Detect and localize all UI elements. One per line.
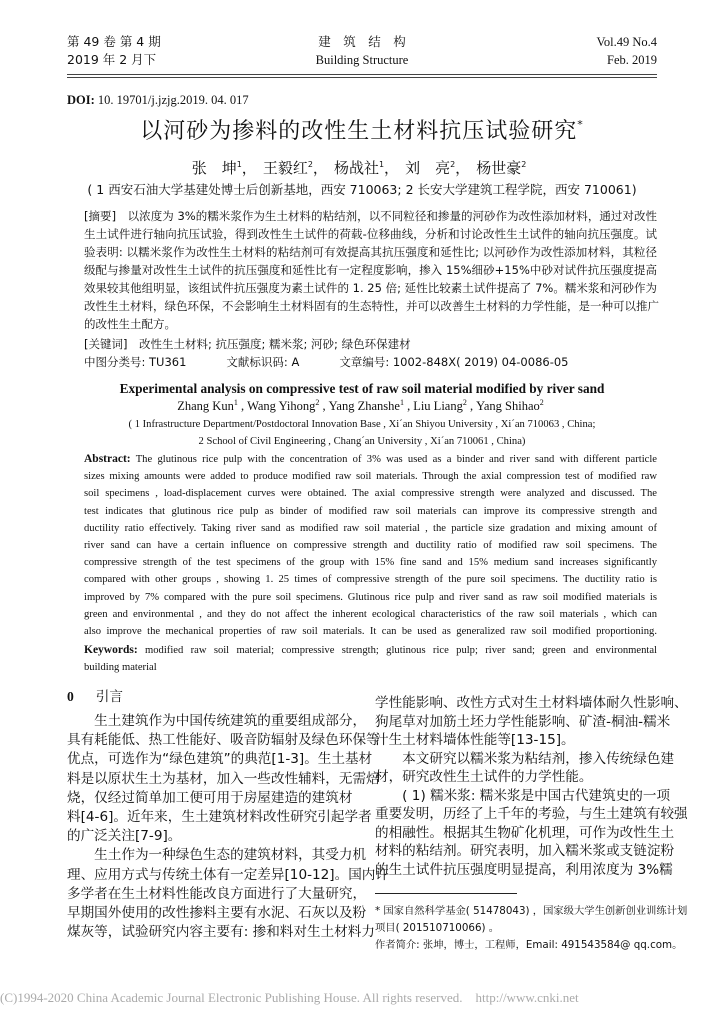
text-line: also improve the mechanical properties of raw soil materials. It can be used as generalized raw soil modified proportioning. [84, 626, 657, 638]
text-line: green and environmental , and they do not affect the inherent ecological characteristics of the raw soil materials , which can [84, 608, 657, 620]
author-separator: ， [312, 159, 328, 177]
author-name: 王毅红 [262, 159, 308, 177]
text-line: 烧，仅经过简单加工便可用于房屋建造的建筑材 [67, 789, 353, 806]
text-line: 材，研究改性生土试件的力学性能。 [375, 769, 593, 785]
header-rule [67, 74, 657, 75]
doi [67, 93, 249, 108]
watermark: (C)1994-2020 China Academic Journal Electronic Publishing House. All rights reserved. http://www.cnki.net [0, 990, 579, 1005]
author-name: Zhang Kun [177, 399, 234, 413]
text-line: 验表明: 以糯米浆作为改性生土材料的粘结剂可有效提高其抗压强度和延性比; 以河砂作为改性添加材料，其粒径 [84, 245, 657, 259]
author-separator: , [319, 399, 326, 413]
text-line: 的相融性。根据其生物矿化机理，可作为改性生土 [375, 824, 675, 841]
doi-label: DOI: [67, 93, 95, 107]
author-affiliation-mark: 2 [315, 397, 320, 407]
author-separator: , [237, 399, 245, 413]
author-separator: ， [384, 159, 400, 177]
author-separator: , [466, 399, 474, 413]
text-line: 具有耗能低、热工性能好、吸音防辐射及绿色环保等 [67, 732, 380, 749]
text-line: compressive strength of the test specimens of the group with 15% fine sand and 15% medium sand increases significantly [84, 557, 657, 569]
text-line: 重要发明，历经了上千年的考验，与生土建筑有较强 [375, 806, 688, 822]
author [405, 159, 476, 177]
author [476, 159, 532, 177]
text-line: * 国家自然科学基金( 51478043) ，国家级大学生创新创业训练计划 [375, 905, 688, 917]
author [329, 399, 414, 413]
author-name: Wang Yihong [247, 399, 316, 413]
abstract-en [84, 451, 657, 640]
author-name: 杨世豪 [476, 159, 522, 177]
text-line: 多学者在生土材料性能改良方面进行了大量研究， [67, 885, 367, 902]
text-line: 材料的粘结剂。研究表明，加入糯米浆或支链淀粉 [375, 843, 675, 859]
authors-en [0, 398, 724, 415]
title-footnote-mark: * [577, 118, 584, 131]
title-text: 以河砂为掺料的改性生土材料抗压试验研究 [140, 119, 578, 144]
text-line: 级配与掺量对改性生土试件的抗压强度和延性比有一定程度影响，掺入 15%细砂+15%中砂对试件抗压强度提高 [84, 263, 657, 277]
author-separator: , [403, 399, 411, 413]
journal-name [262, 33, 462, 69]
left-column [67, 712, 389, 942]
affiliation-en-1: ( 1 Infrastructure Department/Postdoctoral Innovation Base , Xi´an Shiyou University , Xi´an 710063 , China; [128, 419, 596, 430]
author-name: 张 坤 [191, 159, 237, 177]
text-line: 学性能影响、改性方式对生土材料墙体耐久性影响、 [375, 695, 688, 711]
journal-issue-en [596, 33, 657, 69]
author-name: 刘 亮 [405, 159, 451, 177]
text-line: ductility ratio effectively. Taking river sand as modified raw soil material , the particle size gradation and mixing amount of [84, 522, 657, 534]
author-name: 杨战社 [333, 159, 379, 177]
classification-number: 中图分类号: TU361 [84, 355, 187, 369]
abstract-en-label: Abstract: [84, 453, 131, 465]
author-affiliation-mark: 1 [378, 160, 385, 169]
author-affiliation-mark: 1 [233, 397, 238, 407]
text-line: [摘要] 以浓度为 3%的糯米浆作为生土材料的粘结剂，以不同粒径和掺量的河砂作为改性添加材料，通过对改性 [84, 209, 657, 223]
author-name: Yang Zhanshe [328, 399, 400, 413]
text-line: ( 1) 糯米浆: 糯米浆是中国古代建筑史的一项 [375, 787, 671, 804]
author-affiliation-mark: 2 [462, 397, 467, 407]
keywords-en-text-cont: building material [84, 662, 157, 674]
author-name: Yang Shihao [476, 399, 540, 413]
journal-name-en: Building Structure [315, 53, 409, 67]
author-affiliation-mark: 2 [521, 160, 527, 169]
text-line: 生土建筑作为中国传统建筑的重要组成部分， [67, 713, 367, 729]
issue-date: 2019 年 2 月下 [67, 52, 157, 67]
header-rule [67, 77, 657, 78]
text-line: 理、应用方式与传统土体有一定差异[10-12]。国内许 [67, 866, 389, 883]
text-line: 狗尾草对加筋土坯力学性能影响、矿渣-桐油-糯米 [375, 713, 671, 730]
author-affiliation-mark: 1 [236, 160, 242, 169]
text-line: 项目( 201510710066) 。 [375, 922, 500, 934]
affiliation-cn: ( 1 西安石油大学基建处博士后创新基地，西安 710063; 2 长安大学建筑工程学院，西安 710061) [87, 182, 637, 197]
text-line [84, 451, 657, 468]
author [263, 159, 334, 177]
author [334, 159, 405, 177]
text-line: 生土作为一种绿色生态的建筑材料，其受力机 [67, 847, 367, 864]
keywords-en-text: modified raw soil material; compressive strength; glutinous rice pulp; river sand; green and environmental [137, 645, 657, 656]
section-number: 0 [67, 689, 74, 704]
authors-cn [0, 158, 724, 178]
section-title: 引言 [95, 689, 123, 705]
text-line: 作者简介: 张坤，博士，工程师，Email: 491543584@ qq.com。 [375, 939, 683, 951]
text-line: 汁生土材料墙体性能等[13-15]。 [375, 732, 575, 748]
abstract-cn [84, 207, 657, 333]
author-affiliation-mark: 2 [450, 160, 456, 169]
text-line: 料是以原状生土为基材，加入一些改性辅料，无需焙 [67, 770, 380, 787]
text-line: 生土试件进行轴向抗压试验，得到改性生土试件的荷载-位移曲线，分析和讨论改性生土试件的轴向抗压强度。试 [84, 227, 657, 241]
doi-value: 10. 19701/j.jzjg.2019. 04. 017 [94, 93, 249, 107]
classification-row [84, 354, 569, 370]
author [476, 399, 547, 413]
author-separator: ， [455, 159, 471, 177]
text-line: river sand can have a certain influence on compressive strength and ductility ratio of modified raw soil specimens. The [84, 540, 657, 552]
text-line: 料[4-6]。近年来，生土建筑材料改性研究引起学者 [67, 809, 372, 826]
date-en: Feb. 2019 [607, 53, 657, 67]
abstract-en-text: The glutinous rice pulp with the concentration of 3% was used as a binder and river sand with different particle [130, 454, 657, 465]
author [177, 399, 247, 413]
author-affiliation-mark: 1 [399, 397, 404, 407]
author-affiliation-mark: 2 [539, 397, 544, 407]
text-line: compared with other groups , showing 1. 25 times of compressive strength of the pure soil specimens. The ductility ratio is [84, 574, 657, 586]
text-line: 煤灰等，试验研究内容主要有: 掺和料对生土材料力 [67, 924, 375, 941]
keywords-cn: [关键词] 改性生土材料; 抗压强度; 糯米浆; 河砂; 绿色环保建材 [84, 337, 411, 351]
journal-name-cn: 建 筑 结 构 [318, 34, 406, 49]
title-en: Experimental analysis on compressive test of raw soil material modified by river sand [119, 381, 605, 396]
keywords-en [84, 642, 657, 676]
journal-issue [67, 33, 161, 69]
text-line: 早期国外使用的改性掺料主要有水泥、石灰以及粉 [67, 905, 367, 922]
author [247, 399, 329, 413]
author-name: Liu Liang [413, 399, 463, 413]
author-separator: ， [241, 159, 257, 177]
footnote [375, 903, 688, 954]
text-line: 改性生土材料，绿色环保，不会影响生土材料固有的生态特性，并可以改善生土材料的力学性能，是一种可以推广 [84, 299, 659, 313]
footnote-rule [375, 893, 517, 894]
author [192, 159, 263, 177]
text-line: test indicates that glutinous rice pulp as binder of modified raw soil materials can improve its compressive strength and [84, 505, 657, 517]
text-line: improved by 7% compared with the pure soil specimens. Glutinous rice pulp and river sand as raw soil modified materials is [84, 591, 657, 603]
section-heading [67, 688, 123, 706]
text-line: soil specimens , load-displacement curves were obtained. The axial compressive strength were analyzed and discussed. The [84, 488, 657, 500]
text-line: 本文研究以糯米浆为粘结剂，掺入传统绿色建 [375, 750, 675, 767]
text-line: 的广泛关注[7-9]。 [67, 828, 182, 845]
author [413, 399, 476, 413]
keywords-en-label: Keywords: [84, 644, 138, 656]
right-column [375, 694, 688, 879]
article-number: 文章编号: 1002-848X( 2019) 04-0086-05 [339, 355, 569, 369]
text-line: 效果较其他组明显，该组试件抗压强度为素土试件的 1. 25 倍; 延性比较素土试件提高了 7%。糯米浆和河砂作为 [84, 281, 657, 295]
affiliation-en [0, 416, 724, 450]
issue-volume: 第 49 卷 第 4 期 [67, 34, 161, 49]
text-line: 的生土试件抗压强度明显提高，利用浓度为 3%糯 [375, 861, 673, 878]
text-line: sizes mixing amounts were added to produce modified raw soil materials. Through the axial compression test of modified raw [84, 471, 657, 483]
page-title [0, 118, 724, 146]
author-affiliation-mark: 2 [307, 160, 313, 169]
volume-en: Vol.49 No.4 [596, 35, 657, 49]
document-code: 文献标识码: A [226, 355, 300, 369]
affiliation-en-2: 2 School of Civil Engineering , Chang´an University , Xi´an 710061 , China) [198, 436, 526, 447]
text-line: 的改性生土配方。 [84, 317, 176, 331]
text-line: 优点，可选作为“绿色建筑”的典范[1-3]。生土基材 [67, 751, 373, 768]
